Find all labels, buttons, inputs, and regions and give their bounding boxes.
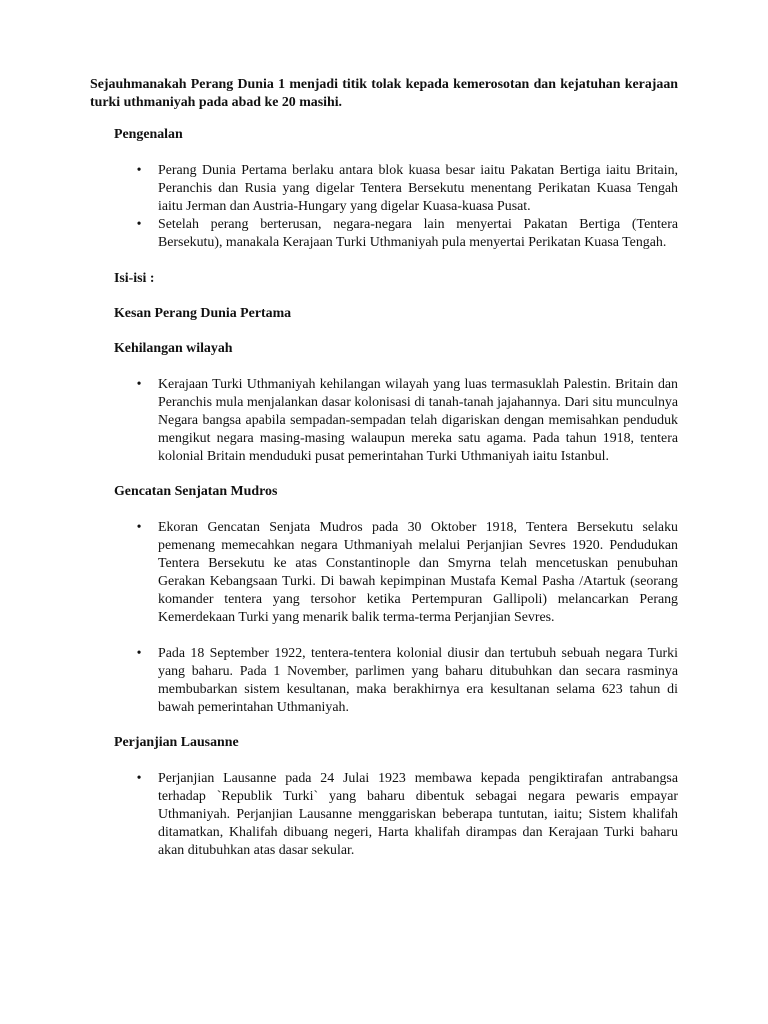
bullet-icon: •: [136, 771, 142, 786]
list-item: [90, 376, 678, 466]
bullet-text: Pada 18 September 1922, tentera-tentera kolonial diusir dan tertubuh sebuah negara Turki yang baharu. Pada 1 November, parlimen yang baharu ditubuhkan dan secara rasminya membubarkan sistem kesultanan, maka berakhirnya era kesultanan selama 623 tahun di bawah pemerintahan Uthmaniyah.: [158, 646, 678, 715]
bullet-icon: •: [136, 520, 142, 535]
bullet-icon: •: [136, 377, 142, 392]
bullet-text: Perang Dunia Pertama berlaku antara blok kuasa besar iaitu Pakatan Bertiga iaitu Britain, Peranchis dan Rusia yang digelar Tentera Bersekutu menentang Perikatan Kuasa Tengah iaitu Jerman dan Austria-Hungary yang digelar Kuasa-kuasa Pusat.: [158, 163, 678, 214]
bullet-text: Setelah perang berterusan, negara-negara lain menyertai Pakatan Bertiga (Tentera Bersekutu), manakala Kerajaan Turki Uthmaniyah pula menyertai Perikatan Kuasa Tengah.: [158, 217, 678, 250]
heading-isi: Isi-isi :: [114, 271, 155, 286]
list-item: [90, 645, 678, 717]
bullet-icon: •: [136, 646, 142, 661]
list-pengenalan: [90, 162, 678, 252]
bullet-icon: •: [136, 163, 142, 178]
heading-gencatan: Gencatan Senjatan Mudros: [114, 484, 278, 499]
list-item: [90, 770, 678, 860]
list-item: [90, 216, 678, 252]
document-title: Sejauhmanakah Perang Dunia 1 menjadi titik tolak kepada kemerosotan dan kejatuhan kerajaan turki uthmaniyah pada abad ke 20 masihi.: [90, 77, 678, 110]
list-lausanne: [90, 770, 678, 860]
bullet-text: Kerajaan Turki Uthmaniyah kehilangan wilayah yang luas termasuklah Palestin. Britain dan Peranchis mula menjalankan dasar kolonisasi di tanah-tanah jajahannya. Dari situ munculnya Negara bangsa apabila sempadan-sempadan telah digariskan dengan memisahkan penduduk mengikut negara masing-masing walaupun mereka satu agama. Pada tahun 1918, tentera kolonial Britain menduduki pusat pemerintahan Turki Uthmaniyah iaitu Istanbul.: [158, 377, 678, 464]
list-gencatan: [90, 519, 678, 717]
bullet-text: Ekoran Gencatan Senjata Mudros pada 30 Oktober 1918, Tentera Bersekutu selaku pemenang memecahkan negara Uthmaniyah melalui Perjanjian Sevres 1920. Pendudukan Tentera Bersekutu ke atas Constantinople dan Smyrna telah mencetuskan penubuhan Gerakan Kebangsaan Turki. Di bawah kepimpinan Mustafa Kemal Pasha /Atartuk (seorang komander tentera yang tersohor ketika Pertempuran Gallipoli) melancarkan Perang Kemerdekaan Turki yang menarik balik terma-terma Perjanjian Sevres.: [158, 520, 678, 625]
bullet-icon: •: [136, 217, 142, 232]
document-page: [90, 76, 678, 860]
heading-kesan: Kesan Perang Dunia Pertama: [114, 306, 292, 321]
list-item: [90, 519, 678, 627]
list-kehilangan: [90, 376, 678, 466]
heading-lausanne: Perjanjian Lausanne: [114, 735, 239, 750]
bullet-text: Perjanjian Lausanne pada 24 Julai 1923 membawa kepada pengiktirafan antrabangsa terhadap `Republik Turki` yang baharu dibentuk sebagai negara pewaris empayar Uthmaniyah. Perjanjian Lausanne menggariskan beberapa tuntutan, iaitu; Sistem khalifah ditamatkan, Khalifah dibuang negeri, Harta khalifah dirampas dan Kerajaan Turki baharu akan ditubuhkan atas dasar sekular.: [158, 771, 678, 858]
list-item: [90, 162, 678, 216]
heading-pengenalan: Pengenalan: [114, 127, 183, 142]
heading-kehilangan: Kehilangan wilayah: [114, 341, 233, 356]
